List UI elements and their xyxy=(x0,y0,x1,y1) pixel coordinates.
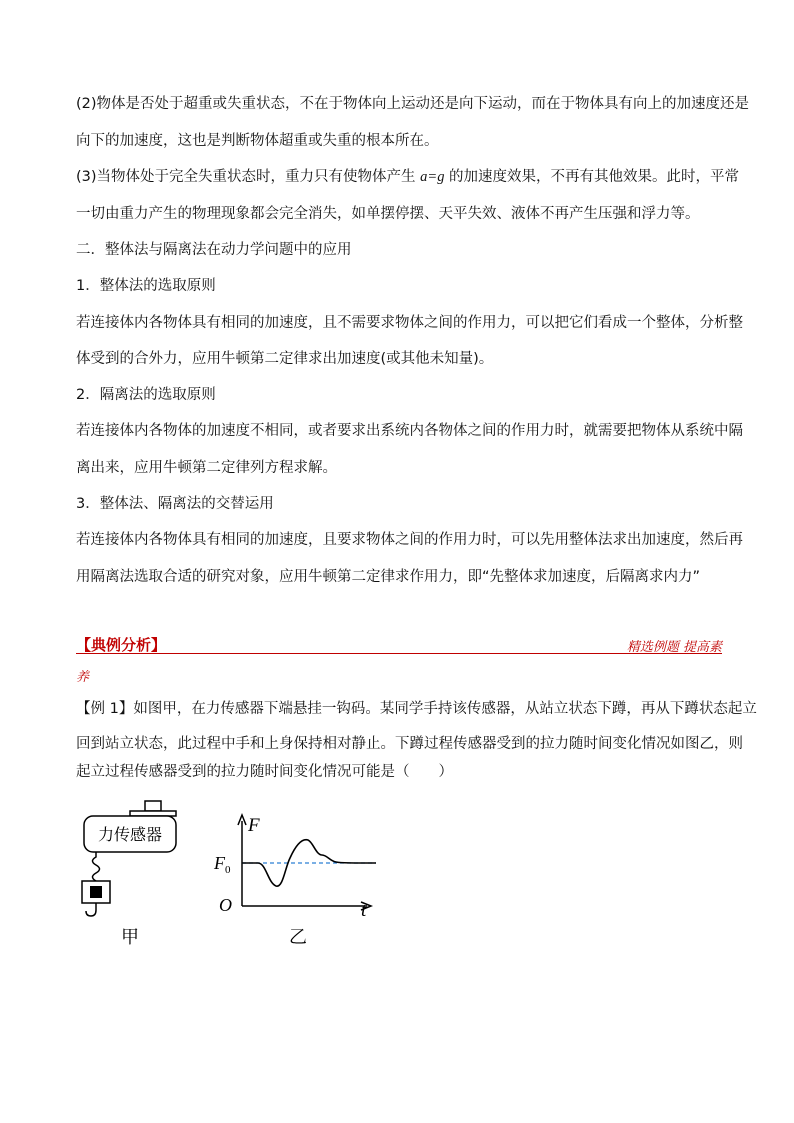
sensor-label: 力传感器 xyxy=(97,825,163,844)
paragraph-2-line-2: 向下的加速度，这也是判断物体超重或失重的根本所在。 xyxy=(76,133,439,149)
sensor-hook-chain xyxy=(93,852,100,881)
subsection-3-line-2: 用隔离法选取合适的研究对象，应用牛顿第二定律求作用力，即“先整体求加速度，后隔离求内力” xyxy=(76,569,701,585)
subsection-1-line-1: 若连接体内各物体具有相同的加速度，且不需要求物体之间的作用力，可以把它们看成一个整体，分析整 xyxy=(76,315,743,331)
paragraph-3-text-b: 的加速度效果，不再有其他效果。此时，平常 xyxy=(444,169,740,185)
subsection-1-title: 1．整体法的选取原则 xyxy=(76,278,216,294)
paragraph-2-line-1: (2)物体是否处于超重或失重状态，不在于物体向上运动还是向下运动，而在于物体具有向上的加速度还是 xyxy=(76,96,750,112)
force-sensor-diagram xyxy=(82,801,176,948)
example-1-line-1 xyxy=(76,699,757,719)
subsection-2-title: 2．隔离法的选取原则 xyxy=(76,387,216,403)
caption-yi: 乙 xyxy=(289,927,307,948)
paragraph-3-line-2: 一切由重力产生的物理现象都会完全消失，如单摆停摆、天平失效、液体不再产生压强和浮力等。 xyxy=(76,206,700,222)
example-1-line-3: 起立过程传感器受到的拉力随时间变化情况可能是（ ） xyxy=(76,764,453,780)
example-1-label: 【例 1】 xyxy=(76,701,134,717)
axis-label-f: F xyxy=(248,815,260,836)
example-section-divider xyxy=(76,653,722,654)
subsection-3-title: 3．整体法、隔离法的交替运用 xyxy=(76,496,274,512)
example-1-text-1: 如图甲，在力传感器下端悬挂一钩码。某同学手持该传感器，从站立状态下蹲，再从下蹲状态起立 xyxy=(133,701,757,717)
origin-label: O xyxy=(219,895,232,915)
subsection-1-line-2: 体受到的合外力，应用牛顿第二定律求出加速度(或其他未知量)。 xyxy=(76,351,494,367)
subsection-2-line-1: 若连接体内各物体的加速度不相同，或者要求出系统内各物体之间的作用力时，就需要把物体从系统中隔 xyxy=(76,423,743,439)
subsection-3-line-1: 若连接体内各物体具有相同的加速度，且要求物体之间的作用力时，可以先用整体法求出加速度，然后再 xyxy=(76,532,743,548)
section-2-heading: 二．整体法与隔离法在动力学问题中的应用 xyxy=(76,242,352,258)
formula-a-equals-g: a=g xyxy=(420,169,445,185)
example-1-figure xyxy=(70,795,390,950)
example-section-tagline: 精选例题 提高素 xyxy=(626,640,722,655)
force-time-graph xyxy=(213,815,376,948)
f0-label xyxy=(213,853,231,876)
weight-core xyxy=(90,886,102,898)
axis-label-t: t xyxy=(361,900,367,921)
example-section-title: 【典例分析】 xyxy=(76,636,167,654)
weight-hook xyxy=(86,903,96,916)
paragraph-3-text-a: (3)当物体处于完全失重状态时，重力只有使物体产生 xyxy=(76,169,421,185)
subsection-2-line-2: 离出来，应用牛顿第二定律列方程求解。 xyxy=(76,460,337,476)
sensor-knob xyxy=(145,801,161,811)
example-1-line-2: 回到站立状态，此过程中手和上身保持相对静止。下蹲过程传感器受到的拉力随时间变化情况如图乙，则 xyxy=(76,736,743,752)
f0-subscript: 0 xyxy=(225,864,231,876)
caption-jia: 甲 xyxy=(121,927,139,948)
paragraph-3-line-1 xyxy=(76,167,739,187)
f0-letter: F xyxy=(214,853,225,873)
example-section-tagline-wrap: 养 xyxy=(76,670,90,685)
